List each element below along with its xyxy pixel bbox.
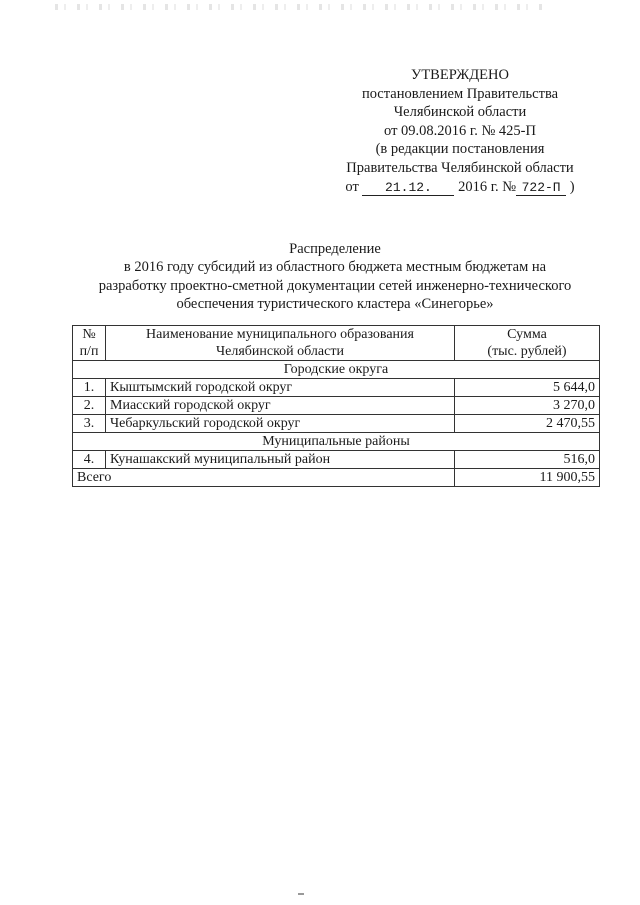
table-row: [73, 415, 600, 433]
row-sum: 2 470,55: [455, 415, 600, 433]
header-name-line: Наименование муниципального образования: [146, 327, 414, 342]
row-sum: 5 644,0: [455, 379, 600, 397]
row-no: 2.: [73, 397, 106, 415]
document-title: [80, 240, 590, 314]
table-header-row: [73, 326, 600, 361]
approval-date-field: 21.12.: [362, 181, 454, 196]
approval-year-suffix: 2016 г. №: [458, 178, 517, 195]
approval-line: Челябинской области: [393, 104, 527, 121]
approval-line: от 09.08.2016 г. № 425-П: [384, 122, 536, 139]
approval-date-line: [330, 178, 590, 197]
header-sum-line: Сумма: [507, 327, 547, 342]
header-no: [73, 326, 106, 361]
row-name: Кыштымский городской округ: [106, 379, 455, 397]
row-no: 4.: [73, 451, 106, 469]
header-name-line: Челябинской области: [216, 344, 344, 359]
title-line: в 2016 году субсидий из областного бюджета местным бюджетам на: [123, 259, 547, 276]
row-sum: 516,0: [455, 451, 600, 469]
title-line: обеспечения туристического кластера «Синегорье»: [176, 296, 494, 313]
section-label: Муниципальные районы: [73, 433, 600, 451]
approval-line: постановлением Правительства: [361, 85, 559, 102]
title-line: Распределение: [289, 241, 381, 257]
row-name: Кунашакский муниципальный район: [106, 451, 455, 469]
row-no: 3.: [73, 415, 106, 433]
approval-line: (в редакции постановления: [375, 141, 545, 158]
header-name: [106, 326, 455, 361]
section-label: Городские округа: [73, 361, 600, 379]
row-name: Чебаркульский городской округ: [106, 415, 455, 433]
scan-mark: [298, 893, 304, 895]
approval-closing: ): [569, 178, 575, 195]
row-name: Миасский городской округ: [106, 397, 455, 415]
row-sum: 3 270,0: [455, 397, 600, 415]
distribution-table: [72, 325, 600, 487]
header-no-line: п/п: [79, 344, 99, 359]
header-no-line: №: [82, 327, 96, 342]
approval-from-prefix: от: [345, 178, 359, 195]
table-row: [73, 397, 600, 415]
approval-line: Правительства Челябинской области: [346, 159, 574, 176]
scan-noise: [55, 4, 545, 10]
approval-heading: УТВЕРЖДЕНО: [411, 67, 509, 83]
header-sum: [455, 326, 600, 361]
total-sum: 11 900,55: [455, 469, 600, 487]
total-row: [73, 469, 600, 487]
table-row: [73, 451, 600, 469]
approval-block: [330, 66, 590, 196]
approval-number-field: 722-П: [516, 181, 566, 196]
total-label: Всего: [73, 469, 455, 487]
header-sum-line: (тыс. рублей): [487, 344, 567, 359]
section-row: [73, 433, 600, 451]
table-row: [73, 379, 600, 397]
row-no: 1.: [73, 379, 106, 397]
title-line: разработку проектно-сметной документации сетей инженерно-технического: [98, 277, 572, 294]
section-row: [73, 361, 600, 379]
